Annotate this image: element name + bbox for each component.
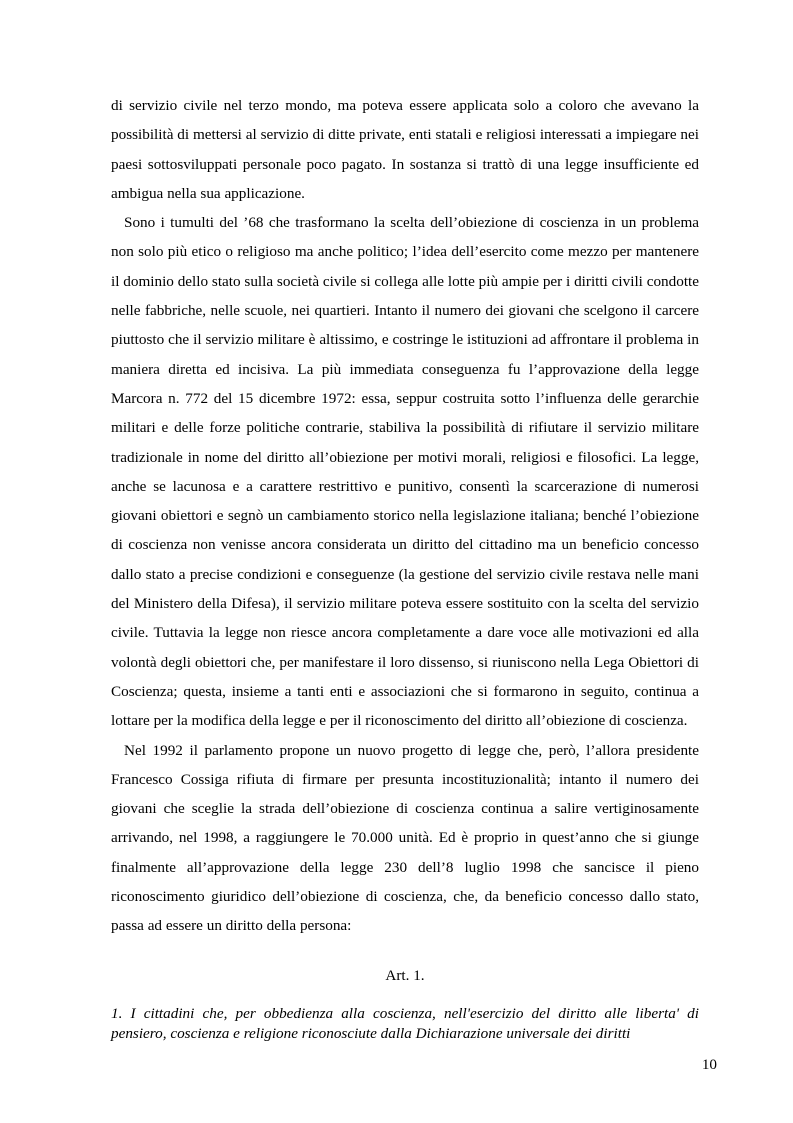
- paragraph-legge-1998: Nel 1992 il parlamento propone un nuovo progetto di legge che, però, l’allora presidente Francesco Cossiga rifiuta di firmare per presunta incostituzionalità; intanto il numero dei giovani che sceglie la strada dell’obiezione di coscienza continua a salire vertiginosamente arrivando, nel 1998, a raggiungere le 70.000 unità. Ed è proprio in quest’anno che si giunge finalmente all’approvazione della legge 230 dell’8 luglio 1998 che sancisce il pieno riconoscimento giuridico dell’obiezione di coscienza, che, da beneficio concesso dallo stato, passa ad essere un diritto della persona:: [111, 741, 699, 935]
- article-heading: Art. 1.: [385, 967, 425, 984]
- page-number: 10: [701, 1056, 717, 1073]
- body-text: [111, 91, 699, 941]
- paragraph-sessantotto: Sono i tumulti del ’68 che trasformano la scelta dell’obiezione di coscienza in un problema non solo più etico o religioso ma anche politico; l’idea dell’esercito come mezzo per mantenere il dominio dello stato sulla società civile si collega alle lotte più ampie per i diritti civili condotte nelle fabbriche, nelle scuole, nei quartieri. Intanto il numero dei giovani che scelgono il carcere piuttosto che il servizio militare è altissimo, e costringe le istituzioni ad affrontare il problema in maniera diretta ed incisiva. La più immediata conseguenza fu l’approvazione della legge Marcora n. 772 del 15 dicembre 1972: essa, seppur costruita sotto l’influenza delle gerarchie militari e delle forze politiche contrarie, stabiliva la possibilità di rifiutare il servizio militare tradizionale in nome del diritto all’obiezione per motivi morali, religiosi e filosofici. La legge, anche se lacunosa e a carattere restrittivo e punitivo, consentì la scarcerazione di numerosi giovani obiettori e segnò un cambiamento storico nella legislazione italiana; benché l’obiezione di coscienza non venisse ancora considerata un diritto del cittadino ma un beneficio concesso dallo stato a precise condizioni e conseguenze (la gestione del servizio civile restava nelle mani del Ministero della Difesa), il servizio militare poteva essere sostituito con la scelta del servizio civile. Tuttavia la legge non riesce ancora completamente a dare voce alle motivazioni ed alla volontà degli obiettori che, per manifestare il loro dissenso, si riuniscono nella Lega Obiettori di Coscienza; questa, insieme a tanti enti e associazioni che si formarono in seguito, continua a lottare per la modifica della legge e per il riconoscimento del diritto all’obiezione di coscienza.: [111, 214, 699, 730]
- paragraph-continuation: di servizio civile nel terzo mondo, ma poteva essere applicata solo a coloro che avevano la possibilità di mettersi al servizio di ditte private, enti statali e religiosi interessati a impiegare nei paesi sottosviluppati personale poco pagato. In sostanza si trattò di una legge insufficiente ed ambigua nella sua applicazione.: [111, 97, 699, 202]
- article-quote: 1. I cittadini che, per obbedienza alla coscienza, nell'esercizio del diritto alle liberta' di pensiero, coscienza e religione riconosciute dalla Dichiarazione universale dei diritti: [111, 1005, 699, 1042]
